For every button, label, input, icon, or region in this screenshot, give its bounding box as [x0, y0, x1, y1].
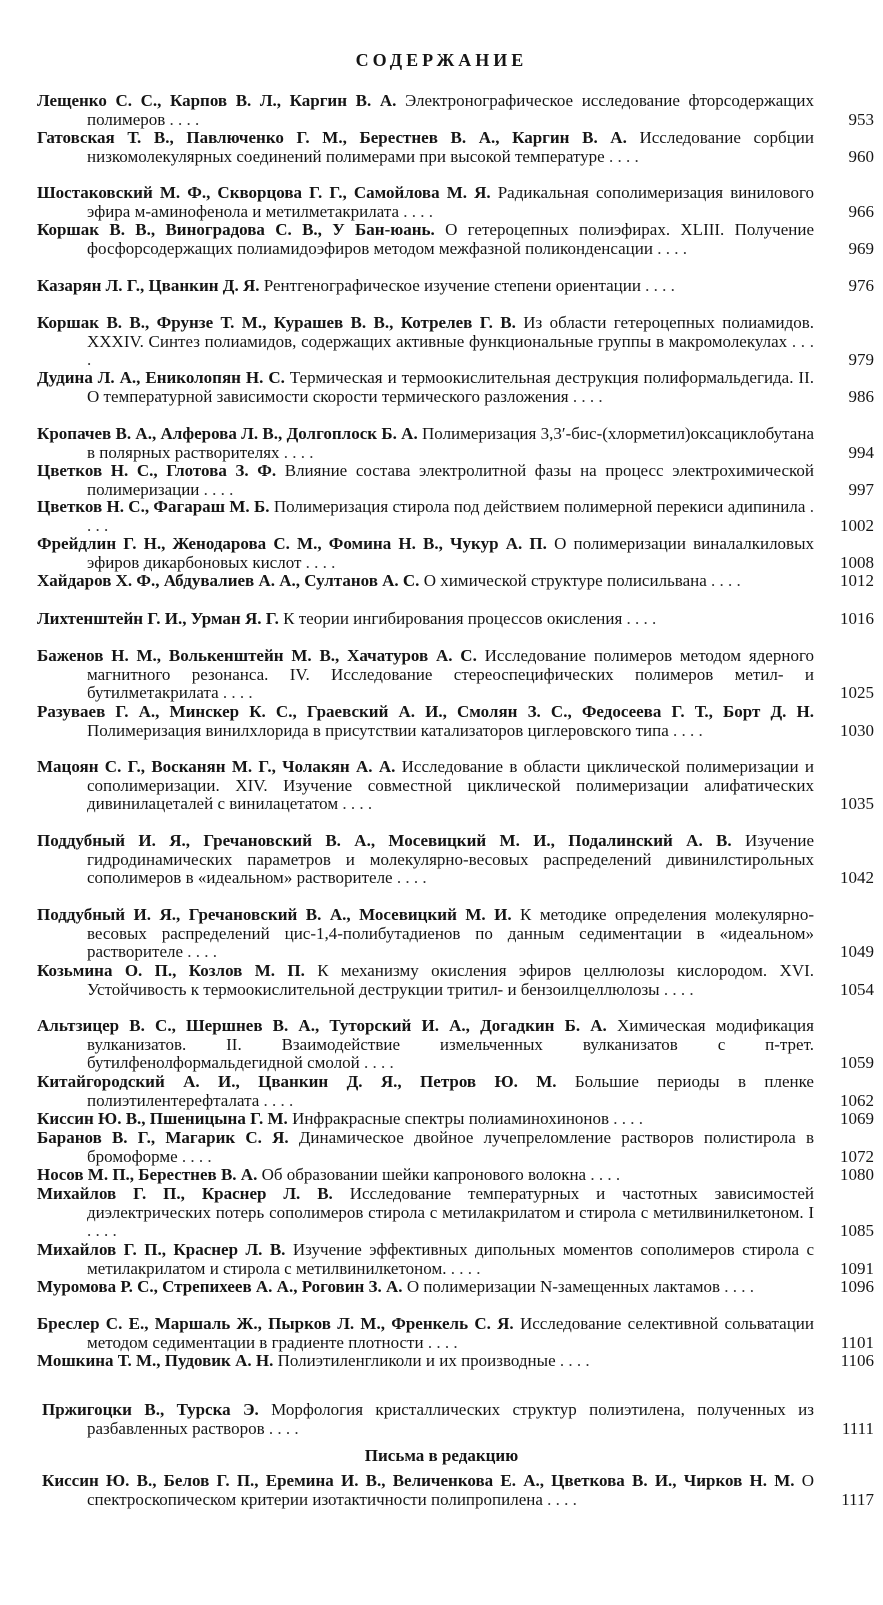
toc-authors: Мошкина Т. М., Пудовик А. Н. [37, 1351, 274, 1370]
toc-title: Термическая и термоокислительная деструкция полиформальдегида. II. О температурной зависимости скорости термического разложения [87, 368, 815, 406]
toc-page-number: 1054 [840, 979, 874, 999]
leader-dots: . . . . [626, 609, 657, 628]
toc-page-number: 1035 [840, 794, 874, 814]
toc-page-number: 1042 [840, 868, 874, 888]
toc-authors: Козьмина О. П., Козлов М. П. [37, 961, 305, 980]
toc-authors: Цветков Н. С., Глотова З. Ф. [37, 461, 277, 480]
toc-entry [37, 647, 874, 703]
toc-page-number: 1059 [840, 1053, 874, 1073]
toc-entry-body [42, 1471, 815, 1509]
toc-title: Полимеризация 3,3′-бис-(хлорметил)оксациклобутана в полярных растворителях [87, 424, 814, 462]
leader-dots: . . . . [169, 109, 200, 129]
toc-entry-body [37, 961, 815, 999]
toc-entry-body [37, 1351, 814, 1371]
toc-page-number: 1062 [840, 1090, 874, 1110]
toc-title: Исследование температурных и частотных зависимостей диэлектрических потерь сополимеров стирола с метилакрилатом и стирола с метилвинилкетоном. I [87, 1184, 814, 1222]
toc-entry-body [37, 1128, 814, 1166]
toc-page-number: 1025 [840, 683, 874, 703]
toc-entry [37, 1073, 874, 1110]
toc-authors: Поддубный И. Я., Гречановский В. А., Мосевицкий М. И. [37, 905, 512, 924]
toc-entry [37, 1278, 874, 1297]
leader-dots: . . . . [263, 1090, 294, 1110]
toc-entry-body [37, 461, 814, 499]
leader-dots: . . . . [645, 276, 675, 295]
toc-authors: Баженов Н. М., Волькенштейн М. В., Хачатуров А. С. [37, 646, 477, 665]
toc-entry-body [37, 571, 814, 591]
leader-dots: . . . . [181, 1146, 212, 1166]
toc-title: Исследование в области циклической полимеризации и сополимеризации. XIV. Изучение совместной циклической полимеризации алифатических дивинилацеталей с винилацетатом [87, 757, 814, 814]
toc-authors: Разуваев Г. А., Минскер К. С., Граевский А. И., Смолян З. С., Федосеева Г. Т., Борт Д. Н. [37, 702, 814, 721]
toc-title: К методике определения молекулярно-весовых распределений цис-1,4-полибутадиенов по данным седиментации в «идеальном» растворителе [87, 905, 814, 962]
toc-entry [37, 1110, 874, 1129]
toc-entry-body [37, 128, 814, 166]
toc-entry [37, 277, 874, 296]
toc-entry [37, 906, 874, 962]
toc-authors: Лихтенштейн Г. И., Урман Я. Г. [37, 609, 279, 628]
toc-authors: Кропачев В. А., Алферова Л. В., Долгоплоск Б. А. [37, 424, 418, 443]
toc-title: О полимеризации N-замещенных лактамов [402, 1277, 725, 1296]
toc-title: Динамическое двойное лучепреломление растворов полистирола в бромоформе [87, 1128, 814, 1166]
leader-dots: . . . . [559, 1351, 590, 1370]
toc-entry-body [37, 183, 814, 221]
toc-authors: Муромова Р. С., Стрепихеев А. А., Роговин З. А. [37, 1277, 403, 1296]
toc-title: Морфология кристаллических структур полиэтилена, полученных из разбавленных растворов [87, 1400, 814, 1438]
toc-title: Исследование сорбции низкомолекулярных соединений полимерами при высокой температуре [87, 128, 814, 166]
toc-entry [37, 1315, 874, 1352]
leader-dots: . . . . [613, 1109, 644, 1128]
toc-page-number: 1085 [840, 1221, 874, 1241]
leader-dots: . . . . [222, 683, 253, 703]
toc-authors: Лещенко С. С., Карпов В. Л., Каргин В. А. [37, 91, 397, 110]
leader-dots: . . . . [268, 1418, 299, 1438]
leader-dots: . . . . [305, 552, 336, 572]
toc-page-number: 1002 [840, 515, 874, 535]
toc-entry-body [37, 831, 814, 888]
toc-page-number: 969 [848, 238, 874, 258]
toc-entry [37, 610, 874, 629]
toc-page-number: 1072 [840, 1146, 874, 1166]
toc-authors: Носов М. П., Берестнев В. А. [37, 1165, 258, 1184]
leader-dots: . . . . [342, 794, 373, 814]
toc-entry [37, 758, 874, 814]
toc-entry-body [37, 424, 814, 462]
toc-entry [37, 425, 874, 462]
toc-title: Рентгенографическое изучение степени ориентации [259, 276, 646, 295]
page-title: СОДЕРЖАНИЕ [355, 50, 528, 70]
toc-entry-body [37, 91, 814, 129]
leader-dots: . . . . [283, 442, 314, 462]
leader-dots: . . . . [724, 1277, 755, 1296]
toc-title: Изучение эффективных дипольных моментов сополимеров стирола с метилакрилатом и стирола с метилвинилкетоном. [87, 1240, 814, 1278]
leader-dots: . . . . [403, 201, 434, 221]
toc-title: Электронографическое исследование фторсодержащих полимеров [87, 91, 814, 129]
toc-entry-body [37, 497, 814, 535]
toc-title: Полимеризация стирола под действием полимерной перекиси адипинила [269, 497, 810, 516]
toc-page-number: 1008 [840, 552, 874, 572]
toc-page-number: 1012 [840, 571, 874, 590]
toc-page-number: 1091 [840, 1258, 874, 1278]
toc-page-number: 994 [848, 442, 874, 462]
toc-page-number: 1080 [840, 1165, 874, 1184]
toc-title: К механизму окисления эфиров целлюлозы кислородом. XVI. Устойчивость к термоокислительной деструкции тритил- и бензоилцеллюлозы [87, 961, 815, 999]
leader-dots: . . . . [187, 942, 218, 962]
toc-entry [37, 314, 874, 370]
toc-authors: Михайлов Г. П., Краснер Л. В. [37, 1184, 333, 1203]
toc-page-number: 979 [848, 350, 874, 370]
toc-page-number: 1069 [840, 1109, 874, 1128]
toc-title: Полимеризация винилхлорида в присутствии катализаторов циглеровского типа [87, 720, 674, 740]
toc-page-number: 1096 [840, 1277, 874, 1296]
toc-authors: Киссин Ю. В., Пшеницына Г. М. [37, 1109, 288, 1128]
leader-dots: . . . . [87, 497, 814, 535]
toc-entry-body [37, 368, 815, 406]
toc-authors: Мацоян С. Г., Восканян М. Г., Чолакян А. А. [37, 757, 396, 776]
toc-page-number: 1106 [840, 1351, 874, 1370]
toc-page-number: 986 [848, 386, 874, 406]
toc-entry-extra [42, 1401, 874, 1438]
toc-page-number: 960 [848, 146, 874, 166]
toc-authors: Фрейдлин Г. Н., Женодарова С. М., Фомина Н. В., Чукур А. П. [37, 534, 547, 553]
toc-entry-body [37, 534, 814, 572]
toc-authors: Альтзицер В. С., Шершнев В. А., Туторский И. А., Догадкин Б. А. [37, 1016, 607, 1035]
toc-entry [37, 129, 874, 166]
toc-entry [37, 498, 874, 535]
toc-entry-body [37, 1184, 814, 1241]
toc-title: Большие периоды в пленке полиэтилентерефталата [87, 1072, 814, 1110]
leader-dots: . . . . [427, 1332, 458, 1352]
toc-page-number: 1030 [840, 720, 874, 740]
toc-title: О химической структуре полисильвана [419, 571, 712, 590]
toc-entry-body [37, 702, 814, 740]
toc-title: Полиэтиленгликоли и их производные [273, 1351, 560, 1370]
toc-entry-body [37, 313, 815, 370]
toc-page-number: 976 [848, 276, 874, 295]
toc-entry [37, 572, 874, 591]
leader-dots: . . . . [547, 1489, 577, 1509]
toc-entry [37, 1129, 874, 1166]
leader-dots: . . . . [663, 979, 694, 999]
toc-title: Об образовании шейки капронового волокна [257, 1165, 591, 1184]
toc-authors: Поддубный И. Я., Гречановский В. А., Мосевицкий М. И., Подалинский А. В. [37, 831, 732, 850]
toc-entry [37, 1017, 874, 1073]
toc-entry [37, 184, 874, 221]
toc-authors: Дудина Л. А., Ениколопян Н. С. [37, 368, 285, 387]
toc-authors: Баранов В. Г., Магарик С. Я. [37, 1128, 289, 1147]
letters-heading: Письма в редакцию [364, 1446, 519, 1465]
toc-authors: Цветков Н. С., Фагараш М. Б. [37, 497, 270, 516]
leader-dots: . . . . [450, 1258, 481, 1278]
toc-entry-body [37, 1240, 814, 1278]
toc-entry-body [42, 1400, 814, 1438]
toc-entry-body [37, 646, 814, 703]
toc-entry-body [37, 1072, 814, 1110]
toc-entry [37, 1241, 874, 1278]
toc-entry-body [37, 905, 814, 962]
toc-entry [37, 1352, 874, 1371]
leader-dots: . . . . [396, 868, 427, 888]
toc-title: Инфракрасные спектры полиаминохинонов [287, 1109, 614, 1128]
toc-authors: Пржигоцки В., Турска Э. [42, 1400, 259, 1419]
leader-dots: . . . . [364, 1053, 394, 1073]
toc-page-number: 997 [848, 479, 874, 499]
toc-title: К теории ингибирования процессов окисления [278, 609, 627, 628]
toc-authors: Бреслер С. Е., Маршаль Ж., Пырков Л. М., Френкель С. Я. [37, 1314, 514, 1333]
toc-authors: Хайдаров Х. Ф., Абдувалиев А. А., Султанов А. С. [37, 571, 420, 590]
toc-title: Из области гетероцепных полиамидов. XXXIV. Синтез полиамидов, содержащих активные функциональные группы в макромолекулах [87, 313, 815, 351]
toc-entry [37, 1166, 874, 1185]
toc-authors: Коршак В. В., Фрунзе Т. М., Курашев В. В., Котрелев Г. В. [37, 313, 516, 332]
toc-entry-body [37, 1165, 814, 1185]
leader-dots: . . . . [87, 331, 815, 370]
toc-page-number: 953 [848, 109, 874, 129]
letters-entry [42, 1472, 874, 1509]
toc-title: Исследование полимеров методом ядерного магнитного резонанса. IV. Исследование стереоспецифических полимеров метил- и бутилметакрилата [87, 646, 814, 703]
toc-page-number: 1111 [841, 1418, 874, 1438]
toc-entry-body [37, 1016, 814, 1073]
leader-dots: . . . . [572, 386, 603, 406]
toc-entry-body [37, 757, 814, 814]
toc-title: Исследование селективной сольватации методом седиментации в градиенте плотности [87, 1314, 814, 1352]
toc-entry-body [37, 1314, 814, 1352]
leader-dots: . . . . [590, 1165, 621, 1184]
toc-title: О полимеризации виналалкиловых эфиров дикарбоновых кислот [87, 534, 814, 572]
toc-title: О спектроскопическом критерии изотактичности полипропилена [87, 1471, 815, 1509]
toc-page-number: 1049 [840, 942, 874, 962]
toc-page-number: 966 [848, 201, 874, 221]
toc-title: Изучение гидродинамических параметров и молекулярно-весовых распределений дивинилстирольных сополимеров в «идеальном» растворителе [87, 831, 814, 888]
toc-entry [37, 221, 874, 258]
toc-page-number: 1117 [841, 1489, 874, 1509]
leader-dots: . . . . [711, 571, 741, 590]
leader-dots: . . . . [87, 1221, 117, 1241]
toc-entry [37, 92, 874, 129]
toc-authors: Казарян Л. Г., Цванкин Д. Я. [37, 276, 260, 295]
leader-dots: . . . . [608, 146, 639, 166]
toc-entry-body [37, 609, 814, 629]
toc-authors: Гатовская Т. В., Павлюченко Г. М., Берестнев В. А., Каргин В. А. [37, 128, 627, 147]
toc-authors: Шостаковский М. Ф., Скворцова Г. Г., Самойлова М. Я. [37, 183, 491, 202]
toc-entry [37, 1185, 874, 1241]
toc-title: Радикальная сополимеризация винилового эфира м-аминофенола и метилметакрилата [87, 183, 814, 221]
leader-dots: . . . . [203, 479, 234, 499]
toc-authors: Михайлов Г. П., Краснер Л. В. [37, 1240, 286, 1259]
toc-entry [37, 832, 874, 888]
toc-entry [37, 462, 874, 499]
toc-entry [37, 369, 874, 406]
toc-entry-body [37, 276, 814, 296]
toc-title: О гетероцепных полиэфирах. XLIII. Получение фосфорсодержащих полиамидоэфиров методом межфазной поликонденсации [87, 220, 814, 258]
toc-entry [37, 703, 874, 740]
toc-title: Влияние состава электролитной фазы на процесс электрохимической полимеризации [87, 461, 814, 499]
toc-entry-body [37, 1277, 814, 1297]
toc-entry [37, 962, 874, 999]
toc-authors: Китайгородский А. И., Цванкин Д. Я., Петров Ю. М. [37, 1072, 557, 1091]
toc-page-number: 1016 [840, 609, 874, 628]
toc-authors: Киссин Ю. В., Белов Г. П., Еремина И. В., Величенкова Е. А., Цветкова В. И., Чирков Н. М. [42, 1471, 795, 1490]
leader-dots: . . . . [673, 720, 703, 740]
toc-page-number: 1101 [840, 1332, 874, 1352]
toc-entry-body [37, 1109, 814, 1129]
toc-entry-body [37, 220, 814, 258]
toc-title: Химическая модификация вулканизатов. II. Взаимодействие измельченных вулканизатов с п-трет. бутилфенолформальдегидной смолой [87, 1016, 814, 1073]
leader-dots: . . . . [657, 238, 687, 258]
toc-entry [37, 535, 874, 572]
toc-authors: Коршак В. В., Виноградова С. В., У Бан-юань. [37, 220, 435, 239]
